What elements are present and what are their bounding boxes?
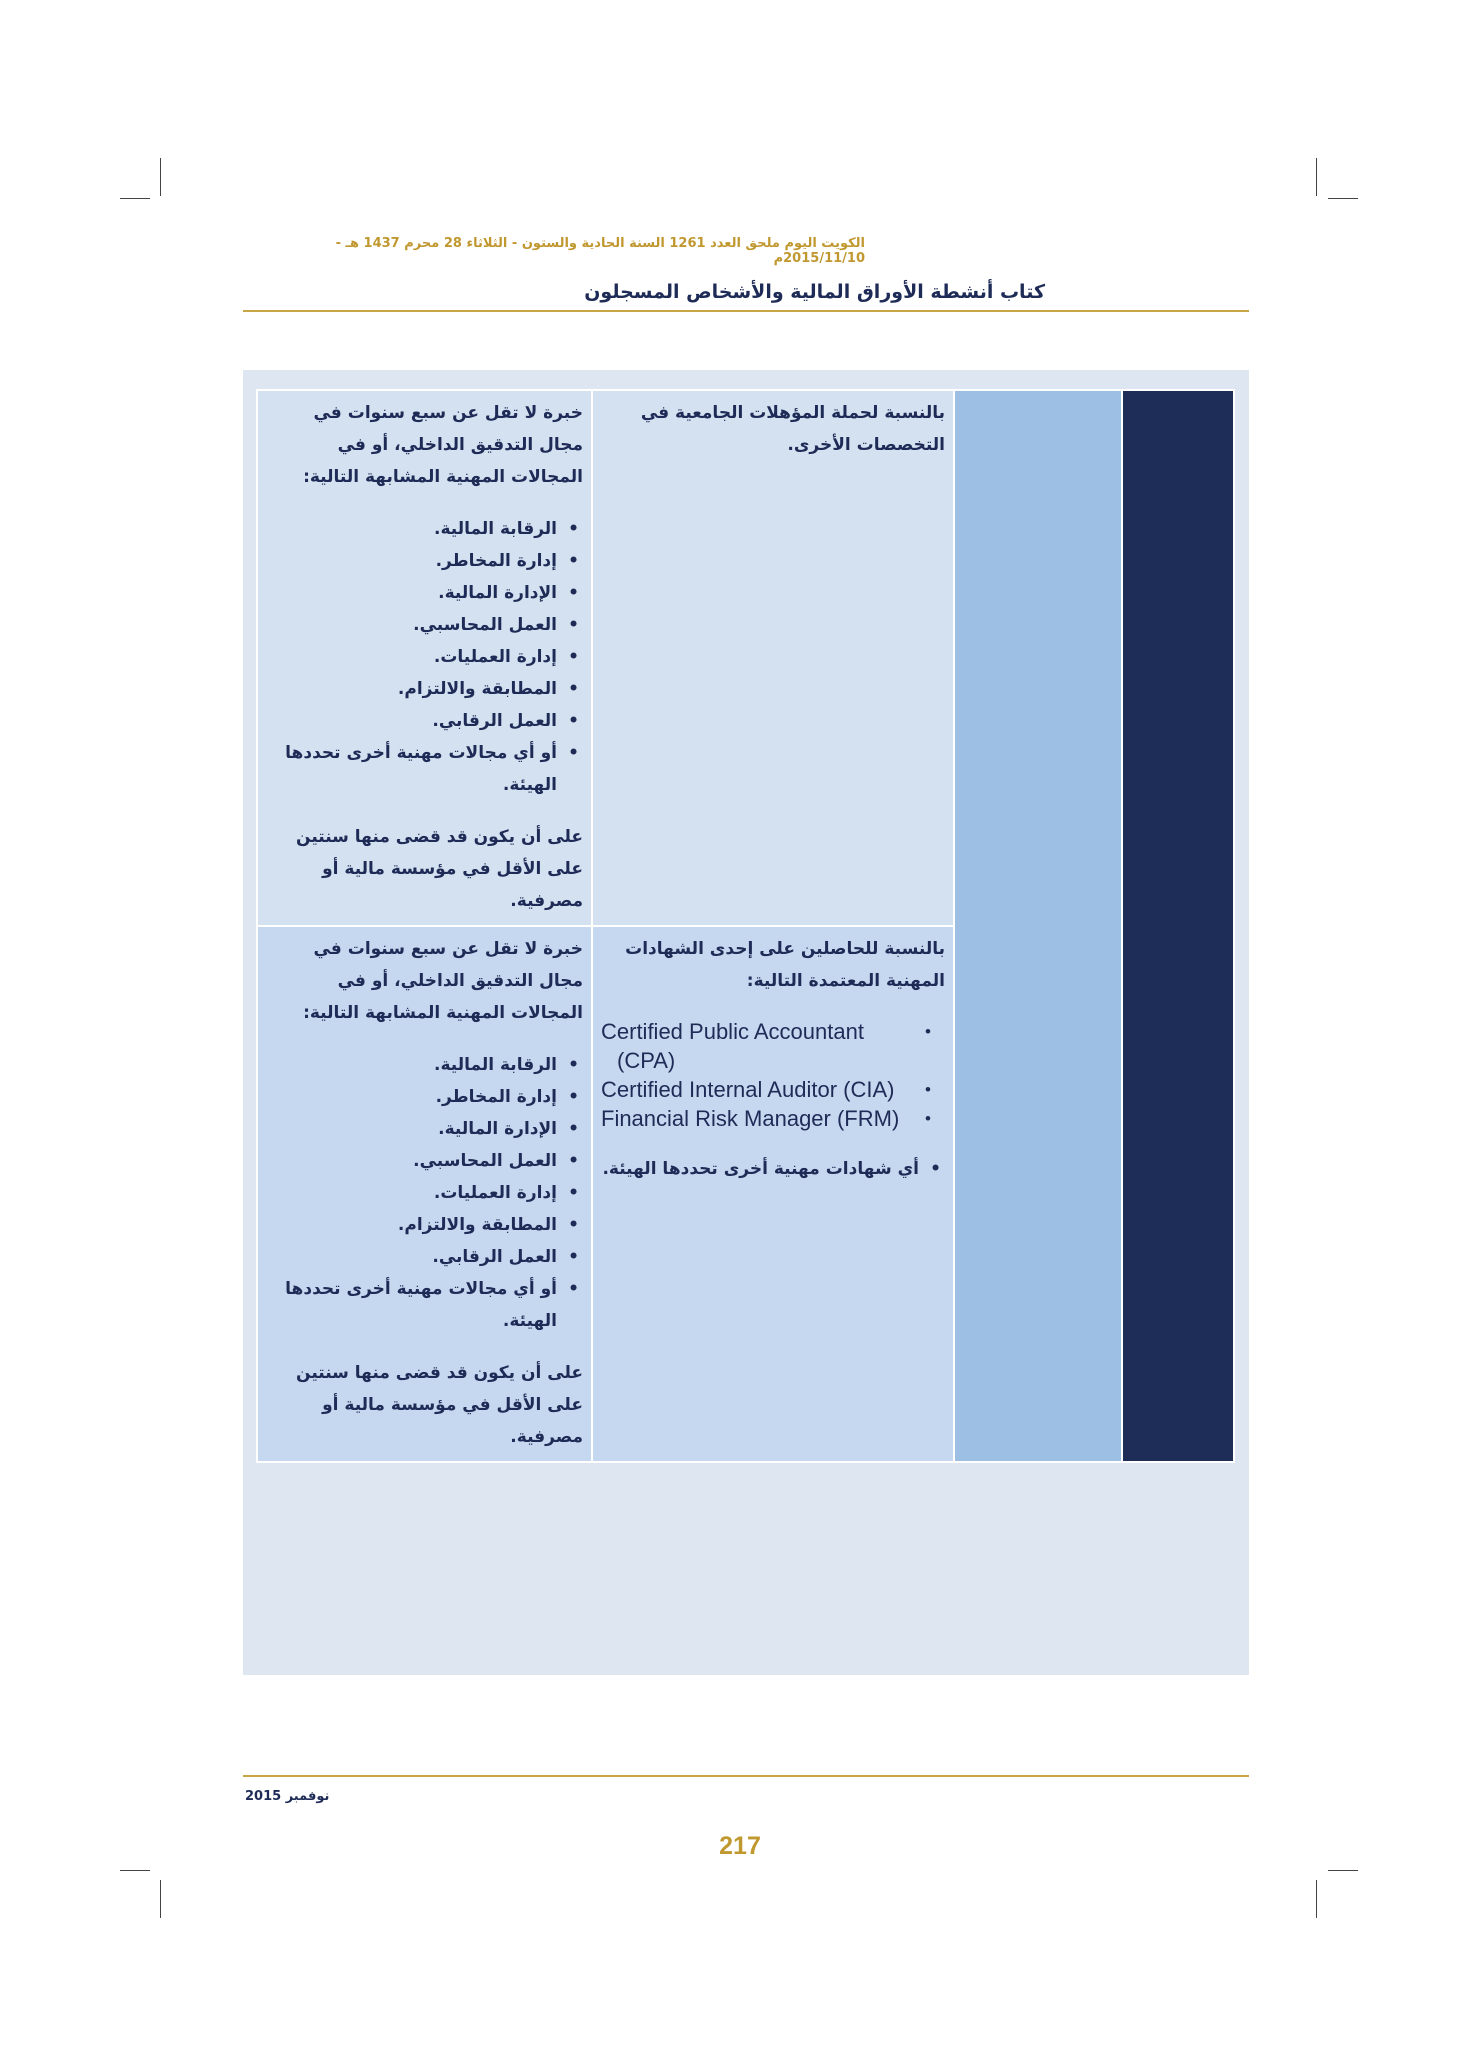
gazette-header: الكويت اليوم ملحق العدد 1261 السنة الحادية والستون - الثلاثاء 28 محرم 1437 هـ - 2015/11/10م <box>335 236 865 266</box>
footer-rule <box>243 1775 1249 1777</box>
crop-mark <box>160 158 161 196</box>
list-item: • إدارة العمليات. <box>266 641 557 673</box>
experience-intro: خبرة لا تقل عن سبع سنوات في مجال التدقيق الداخلي، أو في المجالات المهنية المشابهة التالية: <box>303 939 583 1023</box>
footer-date: نوفمبر 2015 <box>245 1789 330 1804</box>
certification-list <box>601 1017 945 1133</box>
condition-cell <box>592 926 954 1462</box>
crop-mark <box>1328 198 1358 199</box>
category-column <box>954 390 1122 1462</box>
crop-mark <box>120 198 150 199</box>
experience-note: على أن يكون قد قضى منها سنتين على الأقل في مؤسسة مالية أو مصرفية. <box>296 1363 583 1447</box>
list-item: • أو أي مجالات مهنية أخرى تحددها الهيئة. <box>266 737 557 801</box>
list-item: • الرقابة المالية. <box>266 1049 557 1081</box>
condition-cell <box>592 390 954 926</box>
experience-cell <box>257 926 592 1462</box>
crop-mark <box>1316 1880 1317 1918</box>
list-item: • المطابقة والالتزام. <box>266 673 557 705</box>
list-item: • الإدارة المالية. <box>266 1113 557 1145</box>
list-item: • أي شهادات مهنية أخرى تحددها الهيئة. <box>601 1153 919 1185</box>
list-item: • العمل الرقابي. <box>266 1241 557 1273</box>
page-number: 217 <box>719 1832 761 1860</box>
certification-item: • Certified Public Accountant (CPA) <box>601 1017 919 1075</box>
certification-item: • Financial Risk Manager (FRM) <box>601 1104 919 1133</box>
list-item: • الإدارة المالية. <box>266 577 557 609</box>
condition-text: بالنسبة للحاصلين على إحدى الشهادات المهنية المعتمدة التالية: <box>625 939 945 991</box>
crop-mark <box>120 1870 150 1871</box>
book-title: كتاب أنشطة الأوراق المالية والأشخاص المسجلون <box>584 281 1045 303</box>
list-item: • العمل المحاسبي. <box>266 609 557 641</box>
table-row <box>257 390 1234 926</box>
experience-cell <box>257 390 592 926</box>
experience-intro: خبرة لا تقل عن سبع سنوات في مجال التدقيق الداخلي، أو في المجالات المهنية المشابهة التالية: <box>303 403 583 487</box>
list-item: • المطابقة والالتزام. <box>266 1209 557 1241</box>
list-item: • العمل المحاسبي. <box>266 1145 557 1177</box>
crop-mark <box>160 1880 161 1918</box>
crop-mark <box>1316 158 1317 196</box>
header-rule <box>243 310 1249 312</box>
list-item: • إدارة العمليات. <box>266 1177 557 1209</box>
requirements-table <box>256 389 1235 1463</box>
crop-mark <box>1328 1870 1358 1871</box>
condition-text: بالنسبة لحملة المؤهلات الجامعية في التخصصات الأخرى. <box>640 403 945 455</box>
list-item: • إدارة المخاطر. <box>266 545 557 577</box>
list-item: • إدارة المخاطر. <box>266 1081 557 1113</box>
list-item: • العمل الرقابي. <box>266 705 557 737</box>
list-item: • أو أي مجالات مهنية أخرى تحددها الهيئة. <box>266 1273 557 1337</box>
list-item: • الرقابة المالية. <box>266 513 557 545</box>
experience-list <box>266 1049 583 1337</box>
other-certifications-list <box>601 1153 945 1185</box>
experience-list <box>266 513 583 801</box>
certification-item: • Certified Internal Auditor (CIA) <box>601 1075 919 1104</box>
experience-note: على أن يكون قد قضى منها سنتين على الأقل في مؤسسة مالية أو مصرفية. <box>296 827 583 911</box>
section-column <box>1122 390 1234 1462</box>
